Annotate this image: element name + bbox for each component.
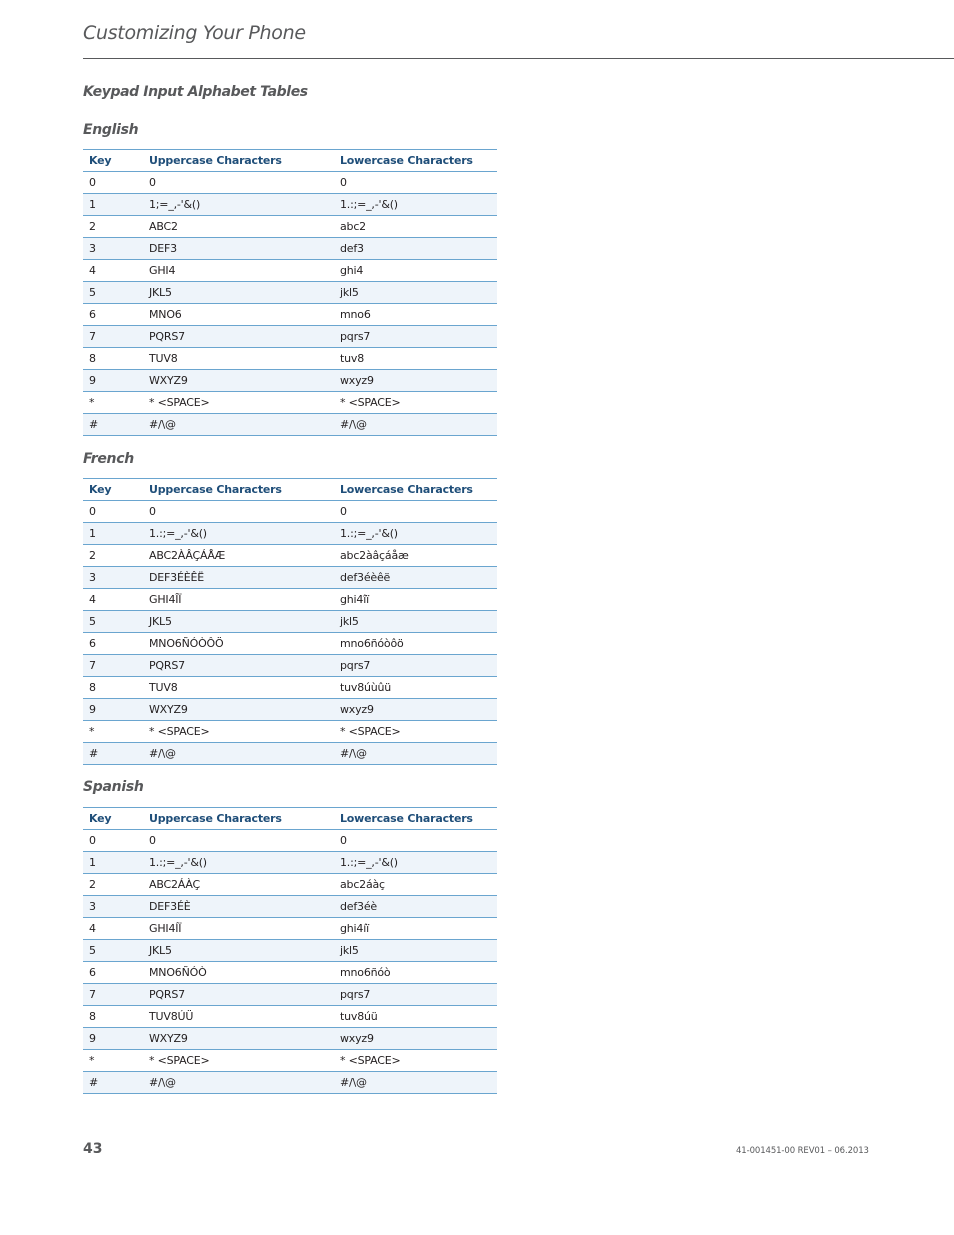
cell-key: 8 [83, 348, 143, 370]
cell-key: 5 [83, 282, 143, 304]
table-row [83, 172, 497, 194]
cell-lower: ghi4 [334, 260, 497, 282]
table-row [83, 326, 497, 348]
table-row [83, 852, 497, 874]
cell-key: 7 [83, 984, 143, 1006]
table-row [83, 370, 497, 392]
cell-upper: PQRS7 [143, 984, 334, 1006]
table-header-row [83, 808, 497, 830]
cell-lower: #/\@ [334, 414, 497, 436]
table-row [83, 1072, 497, 1094]
cell-upper: JKL5 [143, 611, 334, 633]
page-number: 43 [83, 1141, 103, 1157]
cell-key: * [83, 1050, 143, 1072]
table-row [83, 962, 497, 984]
cell-lower: tuv8 [334, 348, 497, 370]
table-row [83, 589, 497, 611]
table-row [83, 282, 497, 304]
cell-lower: wxyz9 [334, 699, 497, 721]
cell-upper: GHI4ÎÏ [143, 589, 334, 611]
cell-key: 6 [83, 304, 143, 326]
table-row [83, 194, 497, 216]
cell-key: 8 [83, 677, 143, 699]
table-row [83, 633, 497, 655]
cell-lower: abc2 [334, 216, 497, 238]
cell-key: # [83, 743, 143, 765]
table-row [83, 896, 497, 918]
cell-key: 5 [83, 611, 143, 633]
cell-key: 1 [83, 852, 143, 874]
cell-key: 7 [83, 326, 143, 348]
cell-lower: abc2áàç [334, 874, 497, 896]
table-row [83, 304, 497, 326]
cell-lower: wxyz9 [334, 1028, 497, 1050]
cell-upper: TUV8 [143, 677, 334, 699]
table-row [83, 830, 497, 852]
cell-lower: ghi4íï [334, 918, 497, 940]
cell-upper: 1;=_,-'&() [143, 194, 334, 216]
cell-key: 3 [83, 238, 143, 260]
cell-key: 2 [83, 545, 143, 567]
cell-lower: 1.:;=_,-'&() [334, 194, 497, 216]
table-row [83, 677, 497, 699]
cell-key: 9 [83, 699, 143, 721]
col-header-lower: Lowercase Characters [334, 150, 497, 172]
cell-key: # [83, 1072, 143, 1094]
cell-lower: 1.:;=_,-'&() [334, 852, 497, 874]
cell-lower: 0 [334, 172, 497, 194]
cell-upper: MNO6ÑÓÒÔÖ [143, 633, 334, 655]
cell-key: * [83, 721, 143, 743]
cell-upper: 0 [143, 172, 334, 194]
col-header-upper: Uppercase Characters [143, 808, 334, 830]
cell-upper: #/\@ [143, 414, 334, 436]
page-header-title: Customizing Your Phone [83, 22, 306, 44]
cell-lower: * <SPACE> [334, 1050, 497, 1072]
col-header-upper: Uppercase Characters [143, 150, 334, 172]
cell-upper: ABC2ÀÂÇÁÅÆ [143, 545, 334, 567]
lang-heading-french: French [83, 451, 134, 467]
cell-lower: ghi4îï [334, 589, 497, 611]
header-rule [83, 58, 954, 59]
cell-upper: WXYZ9 [143, 370, 334, 392]
cell-key: 6 [83, 962, 143, 984]
cell-lower: mno6ñóòôö [334, 633, 497, 655]
cell-key: 4 [83, 260, 143, 282]
table-row [83, 414, 497, 436]
table-french [83, 478, 497, 765]
cell-upper: WXYZ9 [143, 1028, 334, 1050]
col-header-key: Key [83, 479, 143, 501]
cell-upper: ABC2ÁÀÇ [143, 874, 334, 896]
cell-upper: DEF3ÉÈÊË [143, 567, 334, 589]
cell-upper: DEF3 [143, 238, 334, 260]
col-header-key: Key [83, 150, 143, 172]
table-row [83, 567, 497, 589]
table-row [83, 501, 497, 523]
table-row [83, 523, 497, 545]
cell-lower: abc2àâçáåæ [334, 545, 497, 567]
cell-key: * [83, 392, 143, 414]
cell-lower: def3éèêë [334, 567, 497, 589]
table-english [83, 149, 497, 436]
cell-lower: wxyz9 [334, 370, 497, 392]
cell-upper: 0 [143, 501, 334, 523]
cell-lower: mno6ñóò [334, 962, 497, 984]
cell-key: 0 [83, 172, 143, 194]
cell-key: 3 [83, 567, 143, 589]
table-row [83, 721, 497, 743]
cell-lower: #/\@ [334, 1072, 497, 1094]
cell-lower: * <SPACE> [334, 721, 497, 743]
table-row [83, 348, 497, 370]
cell-upper: MNO6 [143, 304, 334, 326]
lang-heading-english: English [83, 122, 139, 138]
table-row [83, 743, 497, 765]
cell-upper: * <SPACE> [143, 1050, 334, 1072]
cell-lower: jkl5 [334, 282, 497, 304]
table-row [83, 699, 497, 721]
table-header-row [83, 479, 497, 501]
table-row [83, 1006, 497, 1028]
lang-heading-spanish: Spanish [83, 779, 144, 795]
cell-lower: pqrs7 [334, 984, 497, 1006]
cell-upper: MNO6ÑÓÒ [143, 962, 334, 984]
cell-lower: * <SPACE> [334, 392, 497, 414]
cell-lower: #/\@ [334, 743, 497, 765]
col-header-upper: Uppercase Characters [143, 479, 334, 501]
cell-lower: mno6 [334, 304, 497, 326]
table-row [83, 940, 497, 962]
cell-upper: JKL5 [143, 940, 334, 962]
cell-lower: def3 [334, 238, 497, 260]
cell-upper: PQRS7 [143, 326, 334, 348]
table-row [83, 260, 497, 282]
cell-key: 0 [83, 501, 143, 523]
cell-key: 8 [83, 1006, 143, 1028]
table-row [83, 918, 497, 940]
cell-lower: tuv8úùûü [334, 677, 497, 699]
table-header-row [83, 150, 497, 172]
cell-upper: ABC2 [143, 216, 334, 238]
cell-key: 6 [83, 633, 143, 655]
cell-key: 7 [83, 655, 143, 677]
cell-lower: pqrs7 [334, 326, 497, 348]
cell-key: 9 [83, 370, 143, 392]
cell-lower: 1.:;=_,-'&() [334, 523, 497, 545]
col-header-key: Key [83, 808, 143, 830]
cell-key: 2 [83, 216, 143, 238]
cell-upper: GHI4 [143, 260, 334, 282]
cell-lower: tuv8úü [334, 1006, 497, 1028]
cell-key: 1 [83, 194, 143, 216]
cell-upper: 1.:;=_,-'&() [143, 852, 334, 874]
cell-upper: #/\@ [143, 743, 334, 765]
cell-key: # [83, 414, 143, 436]
cell-key: 3 [83, 896, 143, 918]
cell-upper: #/\@ [143, 1072, 334, 1094]
table-spanish [83, 807, 497, 1094]
cell-upper: 0 [143, 830, 334, 852]
table-row [83, 611, 497, 633]
table-row [83, 545, 497, 567]
cell-key: 5 [83, 940, 143, 962]
table-row [83, 392, 497, 414]
cell-lower: 0 [334, 830, 497, 852]
cell-key: 2 [83, 874, 143, 896]
cell-upper: WXYZ9 [143, 699, 334, 721]
cell-upper: TUV8ÚÜ [143, 1006, 334, 1028]
cell-upper: 1.:;=_,-'&() [143, 523, 334, 545]
table-row [83, 984, 497, 1006]
col-header-lower: Lowercase Characters [334, 479, 497, 501]
table-row [83, 238, 497, 260]
cell-key: 4 [83, 918, 143, 940]
cell-lower: pqrs7 [334, 655, 497, 677]
table-row [83, 1050, 497, 1072]
cell-upper: DEF3ÉÈ [143, 896, 334, 918]
cell-lower: def3éè [334, 896, 497, 918]
cell-upper: * <SPACE> [143, 392, 334, 414]
cell-key: 1 [83, 523, 143, 545]
document-id: 41-001451-00 REV01 – 06.2013 [736, 1146, 869, 1156]
cell-upper: * <SPACE> [143, 721, 334, 743]
table-row [83, 874, 497, 896]
table-row [83, 1028, 497, 1050]
cell-upper: JKL5 [143, 282, 334, 304]
cell-upper: TUV8 [143, 348, 334, 370]
table-row [83, 655, 497, 677]
cell-upper: PQRS7 [143, 655, 334, 677]
cell-lower: jkl5 [334, 611, 497, 633]
cell-lower: jkl5 [334, 940, 497, 962]
table-row [83, 216, 497, 238]
cell-key: 4 [83, 589, 143, 611]
section-title: Keypad Input Alphabet Tables [83, 84, 308, 100]
col-header-lower: Lowercase Characters [334, 808, 497, 830]
cell-key: 0 [83, 830, 143, 852]
cell-upper: GHI4ÍÏ [143, 918, 334, 940]
cell-lower: 0 [334, 501, 497, 523]
cell-key: 9 [83, 1028, 143, 1050]
